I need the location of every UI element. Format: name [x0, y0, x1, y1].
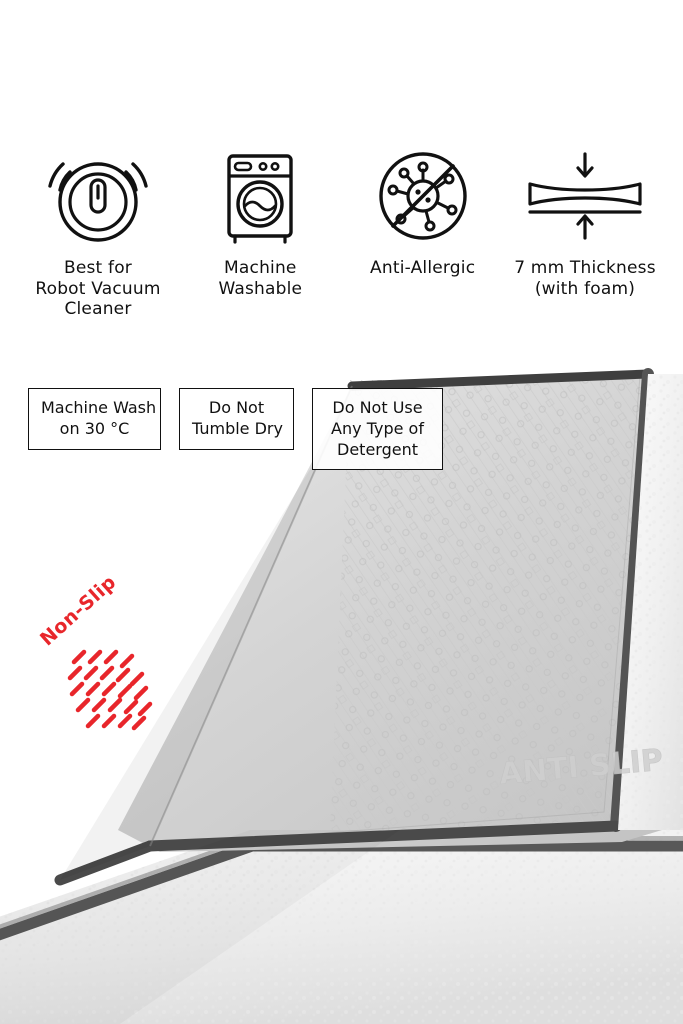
robot-vacuum-icon	[36, 140, 160, 252]
feature-caption	[184, 258, 336, 299]
care-label-line2: Any Type of	[331, 418, 424, 438]
feature-list	[0, 140, 683, 320]
care-label-row	[28, 388, 443, 470]
feature-caption-line1: Anti-Allergic	[370, 258, 476, 278]
feature-caption-line2: Robot Vacuum	[35, 278, 161, 299]
non-slip-label: Non-Slip	[36, 571, 121, 651]
feature-caption-line1: 7 mm Thickness	[514, 258, 656, 278]
thickness-icon	[520, 140, 650, 252]
non-slip-hatch-icon	[66, 640, 166, 740]
care-label-line2: Tumble Dry	[192, 418, 283, 438]
feature-caption	[514, 258, 656, 299]
feature-caption	[370, 258, 475, 279]
care-label-line1: Do Not Use	[332, 398, 423, 417]
feature-machine-washable	[184, 140, 336, 320]
care-label-line1: Do Not	[208, 398, 265, 417]
feature-caption-line3: Cleaner	[64, 299, 132, 320]
care-label-no-detergent	[312, 388, 443, 470]
feature-caption-line1: Machine Washable	[218, 258, 303, 299]
feature-anti-allergic	[347, 140, 499, 320]
feature-caption-line2: (with foam)	[534, 278, 636, 299]
non-slip-badge	[36, 571, 170, 736]
washing-machine-icon	[205, 140, 315, 252]
feature-caption-line1: Best for	[63, 258, 132, 278]
feature-thickness	[509, 140, 661, 320]
care-label-line3: Detergent	[337, 439, 418, 459]
care-label-no-tumble-dry	[179, 388, 294, 450]
embossed-antislip-text: ANTI SLIP	[497, 742, 665, 792]
care-label-line1: Machine Wash	[41, 398, 157, 417]
feature-caption	[35, 258, 160, 320]
anti-allergic-icon	[368, 140, 478, 252]
care-label-machine-wash	[28, 388, 161, 450]
care-label-line2: on 30 °C	[59, 418, 130, 438]
feature-robot-vacuum	[22, 140, 174, 320]
